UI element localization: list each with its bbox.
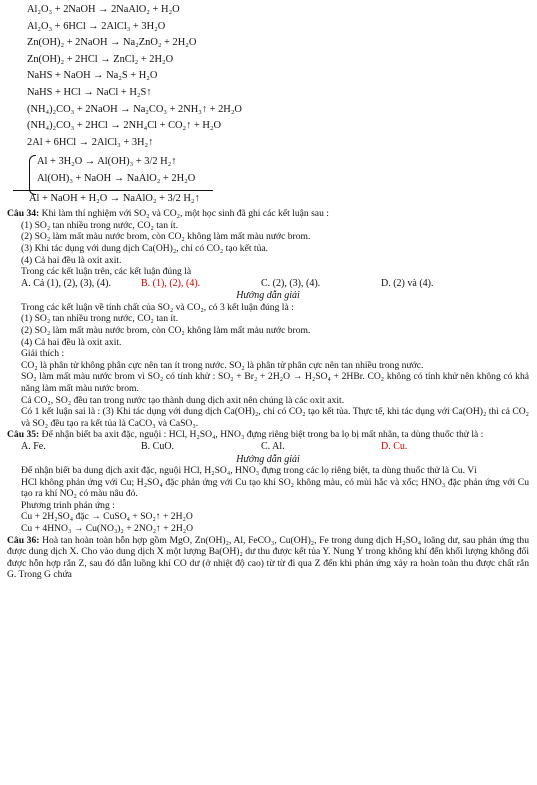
question-stem: Để nhận biết ba axit đặc, nguội : HCl, H₂SO₄, HNO₃ đựng riêng biệt trong ba lọ bị mất nhãn, ta dùng thuốc thử là : <box>41 429 484 441</box>
solution-text: Có 1 kết luận sai là : (3) Khi tác dụng với dung dịch Ca(OH)₂, chỉ có CO₂ tạo kết tủa. Thực tế, khi tác dụng với Ca(OH)₂ thì cả CO₂ và SO₂ đều tạo ra kết tủa là CaCO₃ và CaSO₃. <box>21 406 529 429</box>
equation-line: Al₂O₃ + 2NaOH → 2NaAlO₂ + H₂O <box>27 4 180 15</box>
solution-text: (2) SO₂ làm mất màu nước brom, còn CO₂ không làm mất màu nước brom. <box>21 324 311 336</box>
statement: (4) Cả hai đều là oxit axit. <box>21 254 122 266</box>
solution-text: Để nhận biết ba dung dịch axit đặc, nguội HCl, H₂SO₄, HNO₃ đựng trong các lọ riêng biệt, ta dùng thuốc thử là Cu. Vì <box>21 465 477 476</box>
option-d-correct: D. Cu. <box>381 440 408 452</box>
solution-text: Trong các kết luận về tính chất của SO₂ và CO₂, có 3 kết luận đúng là : <box>21 301 294 313</box>
equation-line: NaHS + HCl → NaCl + H₂S↑ <box>27 86 152 98</box>
solution-text: CO₂ là phân tử không phân cực nên tan ít trong nước. SO₂ là phân tử phân cực nên tan nhiều trong nước. <box>21 359 424 371</box>
option-c: C. Al. <box>261 440 285 452</box>
equation-line: Zn(OH)₂ + 2NaOH → Na₂ZnO₂ + 2H₂O <box>27 37 197 49</box>
system-line: Al(OH)₃ + NaOH → NaAlO₂ + 2H₂O <box>37 172 196 184</box>
question-label: Câu 34: <box>7 208 40 220</box>
answer-options <box>7 278 529 291</box>
solution-text: (4) Cả hai đều là oxit axit. <box>21 336 122 348</box>
equation-list <box>7 2 529 151</box>
solution-text: HCl không phản ứng với Cu; H₂SO₄ đặc phản ứng với Cu tạo khí SO₂ không màu, có mùi hắc và xốc; HNO₃ đặc phản ứng với Cu tạo ra khí NO₂ có màu nâu đỏ. <box>21 476 529 500</box>
solution-text: Phương trình phản ứng : <box>21 499 115 511</box>
option-b-correct: B. (1), (2), (4). <box>141 277 201 289</box>
equation-line: Zn(OH)₂ + 2HCl → ZnCl₂ + 2H₂O <box>27 53 174 65</box>
solution-heading: Hướng dẫn giải <box>236 453 300 465</box>
question-label: Câu 36: <box>7 534 40 546</box>
answer-options <box>7 441 529 454</box>
system-sum: Al + NaOH + H₂O → NaAlO₂ + 3/2 H₂↑ <box>29 192 200 204</box>
solution-text: SO₂ làm mất màu nước brom vì SO₂ có tính khử : SO₂ + Br₂ + 2H₂O → H₂SO₄ + 2HBr. CO₂ không có tính khử nên không có khả năng làm mất màu nước brom. <box>21 371 529 394</box>
system-brace <box>29 155 36 195</box>
equation-line: (NH₄)₂CO₃ + 2HCl → 2NH₄Cl + CO₂↑ + H₂O <box>27 120 222 132</box>
question-35 <box>7 429 529 441</box>
statement: (3) Khi tác dụng với dung dịch Ca(OH)₂, chỉ có CO₂ tạo kết tủa. <box>21 242 269 254</box>
question-34 <box>7 208 529 220</box>
option-a: A. Cả (1), (2), (3), (4). <box>21 277 111 289</box>
question-ask: Trong các kết luận trên, các kết luận đúng là <box>21 266 192 278</box>
equation-line: NaHS + NaOH → Na₂S + H₂O <box>27 70 158 82</box>
option-d: D. (2) và (4). <box>381 277 434 289</box>
option-c: C. (2), (3), (4). <box>261 277 321 289</box>
equation-line: (NH₄)₂CO₃ + 2NaOH → Na₂CO₃ + 2NH₃↑ + 2H₂O <box>27 103 242 115</box>
option-a: A. Fe. <box>21 440 46 452</box>
solution-text: Cả CO₂, SO₂ đều tan trong nước tạo thành dung dịch axit nên chúng là các oxit axit. <box>21 394 345 406</box>
question-36 <box>7 535 529 581</box>
reaction-equation: Cu + 4HNO₃ → Cu(NO₃)₂ + 2NO₂↑ + 2H₂O <box>21 522 194 534</box>
solution-text: (1) SO₂ tan nhiều trong nước, CO₂ tan ít. <box>21 313 179 325</box>
solution-text: Giải thích : <box>21 348 65 360</box>
reaction-equation: Cu + 2H₂SO₄ đặc → CuSO₄ + SO₂↑ + 2H₂O <box>21 511 193 523</box>
solution-heading: Hướng dẫn giải <box>236 290 300 302</box>
equation-line: 2Al + 6HCl → 2AlCl₃ + 3H₂↑ <box>27 136 154 148</box>
statement: (2) SO₂ làm mất màu nước brom, còn CO₂ không làm mất màu nước brom. <box>21 231 311 243</box>
question-stem: Khi làm thí nghiệm với SO₂ và CO₂, một học sinh đã ghi các kết luận sau : <box>41 208 329 220</box>
question-stem: Hoà tan hoàn toàn hỗn hợp gồm MgO, Zn(OH)₂, Al, FeCO₃, Cu(OH)₂, Fe trong dung dịch H₂SO₄ loãng dư, sau phản ứng thu được dung dịch X. Cho vào dung dịch X một lượng Ba(OH)₂ dư thu được kết tủa Y. Nung Y trong không khí đến khối lượng không đổi được hỗn hợp rắn Z, sau đó dẫn luồng khí CO dư (ở nhiệt độ cao) từ từ đi qua Z đến khi phản ứng xảy ra hoàn toàn thu được chất rắn G. Trong G chứa <box>7 534 529 581</box>
equation-line: Al₂O₃ + 6HCl → 2AlCl₃ + 3H₂O <box>27 20 166 32</box>
question-label: Câu 35: <box>7 429 40 441</box>
statement: (1) SO₂ tan nhiều trong nước, CO₂ tan ít. <box>21 219 179 231</box>
equation-system <box>29 154 529 187</box>
option-b: B. CuO. <box>141 440 175 452</box>
system-line: Al + 3H₂O → Al(OH)₃ + 3/2 H₂↑ <box>37 156 177 168</box>
